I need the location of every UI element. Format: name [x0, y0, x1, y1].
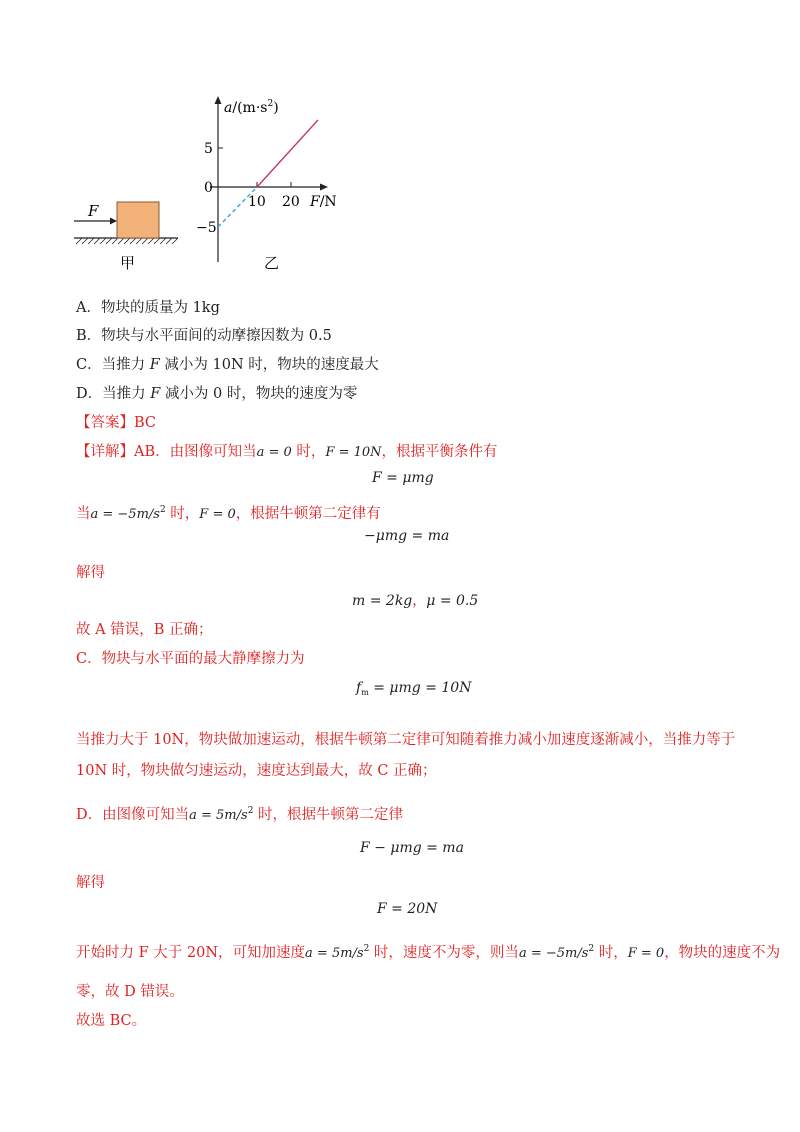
x-tick-20: 20 — [282, 194, 300, 210]
detail-line-2: 当$a = -5m/s^2$ 时，F = 0，根据牛顿第二定律有 — [76, 505, 381, 522]
detail-c-text-1: 当推力大于 10N，物块做加速运动，根据牛顿第二定律可知随着推力减小加速度逐渐减小，当推力等于 — [76, 732, 736, 748]
y-axis-label: $a/(m\cdot s^2)$ — [224, 99, 279, 116]
option-d: D．当推力 F 减小为 0 时，物块的速度为零 — [76, 386, 358, 402]
solve-1: 解得 — [76, 565, 105, 581]
x-tick-10: 10 — [248, 194, 266, 210]
detail-c-intro: C．物块与水平面的最大静摩擦力为 — [76, 651, 305, 667]
option-a: A．物块的质量为 1kg — [76, 300, 220, 316]
option-b: B．物块与水平面间的动摩擦因数为 0.5 — [76, 328, 332, 344]
detail-ab-intro: 【详解】AB．由图像可知当a = 0 时，F = 10N，根据平衡条件有 — [76, 444, 498, 460]
caption-right: 乙 — [264, 254, 280, 272]
equation-1: F = μmg — [372, 470, 434, 486]
conclusion-ab: 故 A 错误，B 正确； — [76, 622, 213, 638]
equation-4: $f_m = \mu mg = 10N$ — [356, 680, 472, 697]
equation-5: F − μmg = ma — [360, 840, 464, 856]
detail-d-text-1: 开始时力 F 大于 20N，可知加速度$a = 5m/s^2$ 时，速度不为零，则当$a = -5m/s^2$ 时，F = 0，物块的速度不为 — [76, 944, 781, 961]
problem-figure — [60, 90, 360, 280]
x-axis-label: F/N — [310, 194, 337, 210]
force-label: F — [88, 202, 99, 220]
equation-2: −μmg = ma — [364, 528, 450, 544]
caption-left: 甲 — [120, 254, 136, 272]
figure-svg — [60, 90, 360, 280]
y-tick-neg5: −5 — [196, 220, 217, 236]
detail-c-text-2: 10N 时，物块做匀速运动，速度达到最大，故 C 正确； — [76, 763, 437, 779]
y-tick-0: 0 — [204, 180, 213, 196]
final-answer: 故选 BC。 — [76, 1013, 147, 1029]
x-axis-arrow — [320, 184, 328, 191]
y-axis-arrow — [215, 96, 222, 104]
solve-2: 解得 — [76, 875, 105, 891]
answer-line: 【答案】BC — [76, 415, 157, 431]
equation-3: m = 2kg，μ = 0.5 — [352, 593, 479, 609]
ground-hatch — [76, 238, 178, 244]
detail-d-intro: D．由图像可知当$a = 5m/s^2$ 时，根据牛顿第二定律 — [76, 806, 404, 823]
force-arrow-head — [110, 218, 117, 225]
block — [117, 202, 159, 238]
y-tick-5: 5 — [204, 141, 213, 157]
detail-d-text-2: 零，故 D 错误。 — [76, 984, 184, 1000]
option-c: C．当推力 F 减小为 10N 时，物块的速度最大 — [76, 357, 379, 373]
graph-solid-line — [257, 120, 318, 187]
equation-6: F = 20N — [377, 901, 438, 917]
